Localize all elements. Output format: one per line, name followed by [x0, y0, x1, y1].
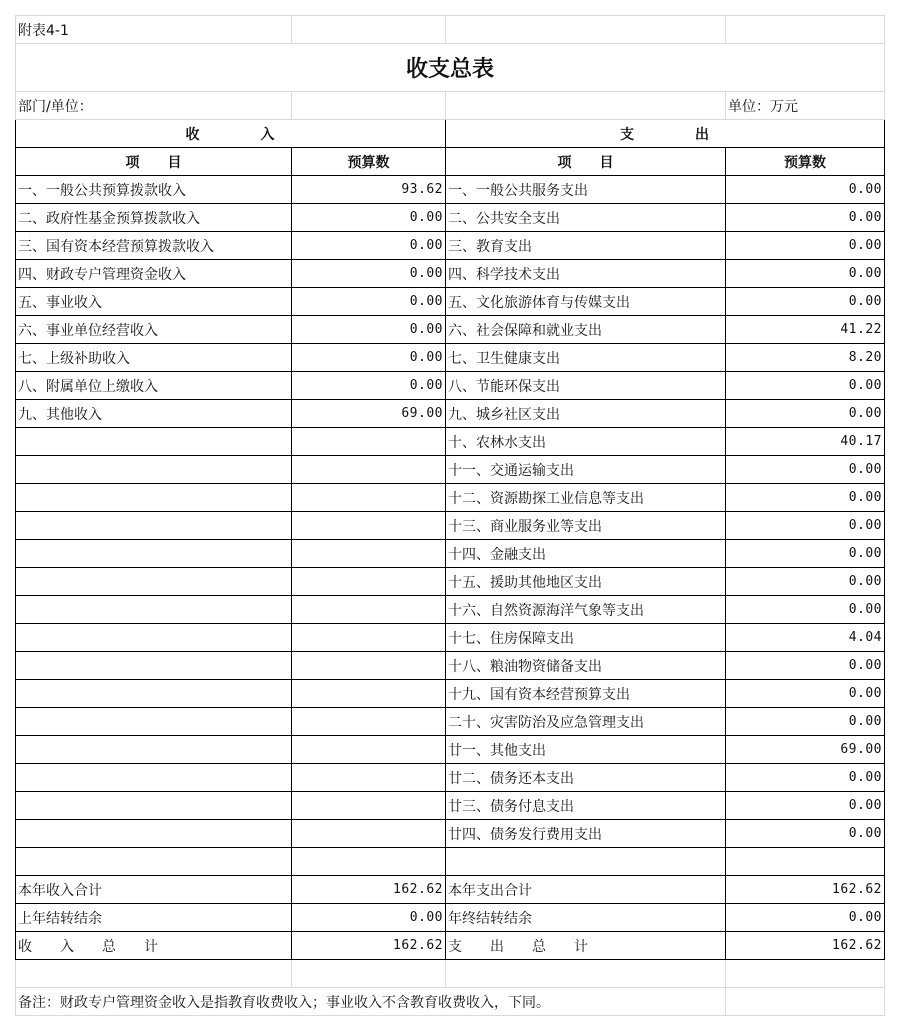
table-row [16, 820, 885, 848]
table-row [16, 624, 885, 652]
expense-item: 十三、商业服务业等支出 [446, 512, 726, 540]
income-value: 0.00 [292, 260, 446, 288]
table-row [16, 792, 885, 820]
expense-item: 十六、自然资源海洋气象等支出 [446, 596, 726, 624]
appendix-label: 附表4-1 [16, 16, 292, 44]
expense-value: 0.00 [726, 456, 885, 484]
expense-item: 廿三、债务付息支出 [446, 792, 726, 820]
table-row [16, 288, 885, 316]
income-total-label: 收 入 总 计 [16, 932, 292, 960]
income-item: 六、事业单位经营收入 [16, 316, 292, 344]
expense-item: 廿二、债务还本支出 [446, 764, 726, 792]
expense-item: 一、一般公共服务支出 [446, 176, 726, 204]
income-item: 九、其他收入 [16, 400, 292, 428]
table-row [16, 428, 885, 456]
expense-value: 0.00 [726, 288, 885, 316]
income-item: 一、一般公共预算拨款收入 [16, 176, 292, 204]
department-label: 部门/单位： [16, 92, 292, 120]
income-value: 0.00 [292, 204, 446, 232]
income-value: 0.00 [292, 372, 446, 400]
blank-row [16, 848, 885, 876]
table-row [16, 372, 885, 400]
total-row [16, 932, 885, 960]
expense-total-label: 本年支出合计 [446, 876, 726, 904]
expense-value: 0.00 [726, 512, 885, 540]
expense-value: 40.17 [726, 428, 885, 456]
table-row [16, 400, 885, 428]
expense-total-value: 0.00 [726, 904, 885, 932]
expense-total-label: 年终结转结余 [446, 904, 726, 932]
expense-value: 0.00 [726, 820, 885, 848]
expense-value: 69.00 [726, 736, 885, 764]
income-total-label: 本年收入合计 [16, 876, 292, 904]
expense-item: 三、教育支出 [446, 232, 726, 260]
expense-value: 0.00 [726, 372, 885, 400]
income-item: 二、政府性基金预算拨款收入 [16, 204, 292, 232]
table-row [16, 680, 885, 708]
income-value: 93.62 [292, 176, 446, 204]
income-total-value: 162.62 [292, 932, 446, 960]
income-item-header: 项 目 [16, 148, 292, 176]
income-item: 七、上级补助收入 [16, 344, 292, 372]
income-item: 三、国有资本经营预算拨款收入 [16, 232, 292, 260]
income-item: 五、事业收入 [16, 288, 292, 316]
expense-total-label: 支 出 总 计 [446, 932, 726, 960]
expense-value: 0.00 [726, 652, 885, 680]
table-row [16, 232, 885, 260]
table-row [16, 764, 885, 792]
expense-item: 十、农林水支出 [446, 428, 726, 456]
expense-item: 十四、金融支出 [446, 540, 726, 568]
table-row [16, 456, 885, 484]
expense-item: 十九、国有资本经营预算支出 [446, 680, 726, 708]
expense-item: 六、社会保障和就业支出 [446, 316, 726, 344]
expense-total-value: 162.62 [726, 876, 885, 904]
table-row [16, 540, 885, 568]
expense-item: 十二、资源勘探工业信息等支出 [446, 484, 726, 512]
table-row [16, 176, 885, 204]
expense-value: 0.00 [726, 176, 885, 204]
table-row [16, 204, 885, 232]
expense-item: 七、卫生健康支出 [446, 344, 726, 372]
expense-value: 41.22 [726, 316, 885, 344]
expense-item: 八、节能环保支出 [446, 372, 726, 400]
expense-value: 8.20 [726, 344, 885, 372]
expense-item-header: 项 目 [446, 148, 726, 176]
expense-item: 十一、交通运输支出 [446, 456, 726, 484]
table-row [16, 708, 885, 736]
expense-item: 五、文化旅游体育与传媒支出 [446, 288, 726, 316]
expense-value: 4.04 [726, 624, 885, 652]
income-item: 四、财政专户管理资金收入 [16, 260, 292, 288]
expense-value: 0.00 [726, 708, 885, 736]
income-budget-header: 预算数 [292, 148, 446, 176]
expense-total-value: 162.62 [726, 932, 885, 960]
table-row [16, 484, 885, 512]
expense-value: 0.00 [726, 484, 885, 512]
expense-item: 二十、灾害防治及应急管理支出 [446, 708, 726, 736]
expense-item: 九、城乡社区支出 [446, 400, 726, 428]
expense-value: 0.00 [726, 764, 885, 792]
table-row [16, 316, 885, 344]
income-value: 0.00 [292, 288, 446, 316]
table-row [16, 596, 885, 624]
expense-item: 十七、住房保障支出 [446, 624, 726, 652]
expense-item: 十五、援助其他地区支出 [446, 568, 726, 596]
expense-item: 廿一、其他支出 [446, 736, 726, 764]
total-row [16, 904, 885, 932]
expense-item: 四、科学技术支出 [446, 260, 726, 288]
income-total-value: 162.62 [292, 876, 446, 904]
expense-value: 0.00 [726, 260, 885, 288]
income-value: 69.00 [292, 400, 446, 428]
expense-value: 0.00 [726, 204, 885, 232]
expense-budget-header: 预算数 [726, 148, 885, 176]
income-total-label: 上年结转结余 [16, 904, 292, 932]
expense-item: 十八、粮油物资储备支出 [446, 652, 726, 680]
budget-summary-table [15, 15, 885, 1016]
income-value: 0.00 [292, 344, 446, 372]
expense-item: 二、公共安全支出 [446, 204, 726, 232]
income-value: 0.00 [292, 316, 446, 344]
income-value: 0.00 [292, 232, 446, 260]
table-row [16, 260, 885, 288]
table-row [16, 512, 885, 540]
expense-value: 0.00 [726, 596, 885, 624]
expense-group-header: 支 出 [446, 120, 885, 148]
footnote: 备注：财政专户管理资金收入是指教育收费收入；事业收入不含教育收费收入，下同。 [16, 988, 726, 1016]
income-item: 八、附属单位上缴收入 [16, 372, 292, 400]
page-title: 收支总表 [16, 44, 885, 92]
expense-value: 0.00 [726, 792, 885, 820]
table-row [16, 652, 885, 680]
table-row [16, 736, 885, 764]
expense-value: 0.00 [726, 680, 885, 708]
total-row [16, 876, 885, 904]
unit-label: 单位：万元 [726, 92, 885, 120]
expense-value: 0.00 [726, 568, 885, 596]
income-group-header: 收 入 [16, 120, 446, 148]
table-row [16, 344, 885, 372]
expense-value: 0.00 [726, 400, 885, 428]
income-total-value: 0.00 [292, 904, 446, 932]
expense-item: 廿四、债务发行费用支出 [446, 820, 726, 848]
expense-value: 0.00 [726, 540, 885, 568]
expense-value: 0.00 [726, 232, 885, 260]
table-row [16, 568, 885, 596]
